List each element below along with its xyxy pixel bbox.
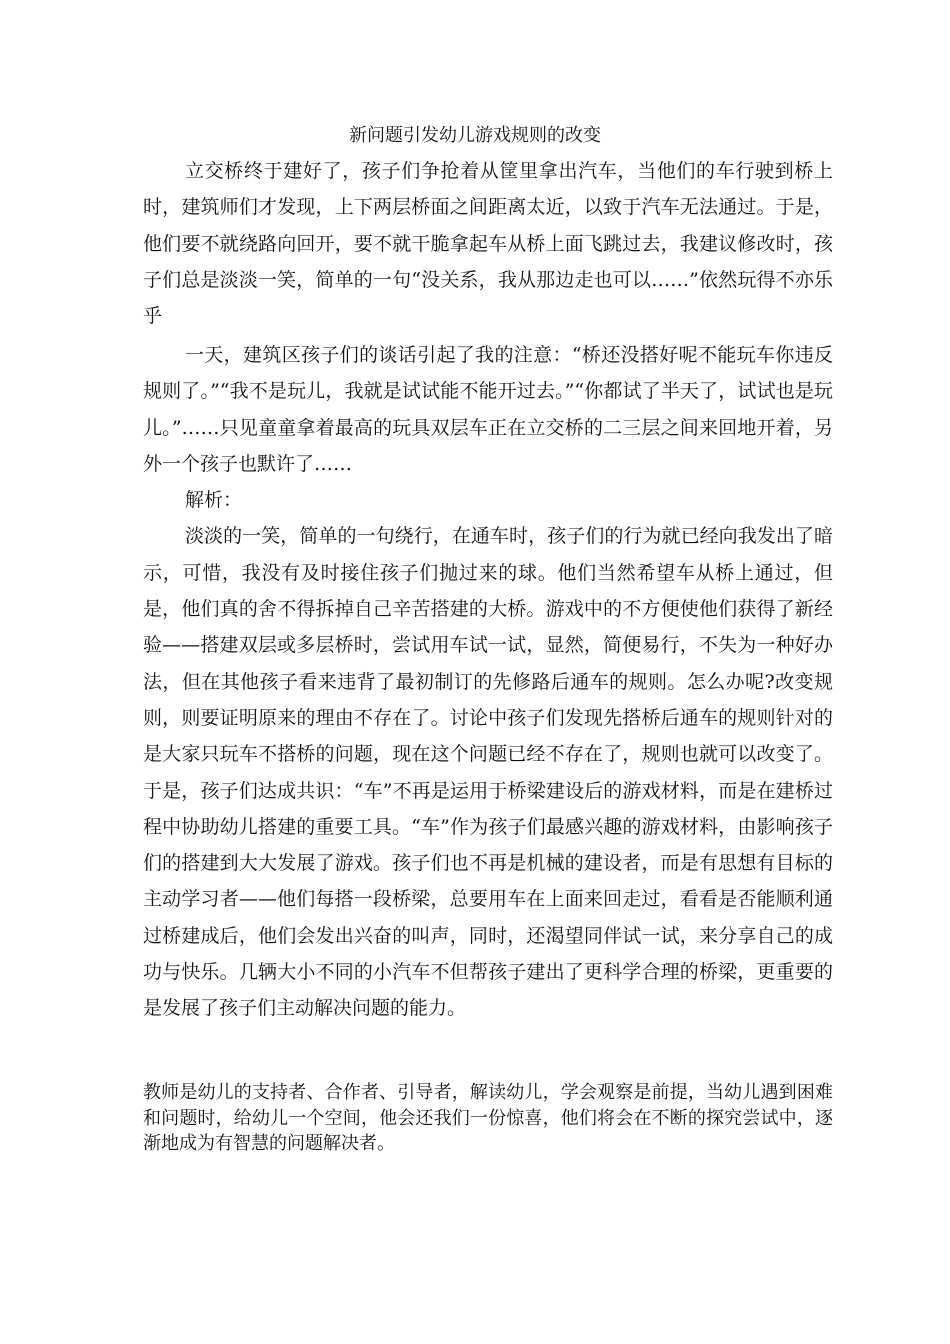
paragraph-block-2	[143, 337, 833, 1027]
paragraph-2: 一天，建筑区孩子们的谈话引起了我的注意：“桥还没搭好呢不能玩车你违反规则了。”“我不是玩儿，我就是试试能不能开过去。”“你都试了半天了，试试也是玩儿。”……只见童童拿着最高的玩具双层车正在立交桥的二三层之间来回地开着，另外一个孩子也默许了……	[143, 344, 833, 475]
conclusion-paragraph: 教师是幼儿的支持者、合作者、引导者，解读幼儿，学会观察是前提，当幼儿遇到困难和问题时，给幼儿一个空间，他会还我们一份惊喜，他们将会在不断的探究尝试中，逐渐地成为有智慧的问题解决者。	[143, 1082, 833, 1154]
paragraph-1: 立交桥终于建好了，孩子们争抢着从筐里拿出汽车，当他们的车行驶到桥上时，建筑师们才发现，上下两层桥面之间距离太近，以致于汽车无法通过。于是，他们要不就绕路向回开，要不就干脆拿起车从桥上面飞跳过去，我建议修改时，孩子们总是淡淡一笑，简单的一句“没关系，我从那边走也可以……”依然玩得不亦乐乎	[143, 160, 833, 328]
analysis-heading: 解析：	[185, 489, 243, 512]
paragraph-block-1	[143, 153, 833, 334]
document-title: 新问题引发幼儿游戏规则的改变	[349, 125, 601, 146]
analysis-paragraph: 淡淡的一笑，简单的一句绕行，在通车时，孩子们的行为就已经向我发出了暗示，可惜，我没有及时接住孩子们抛过来的球。他们当然希望车从桥上通过，但是，他们真的舍不得拆掉自己辛苦搭建的大桥。游戏中的不方便使他们获得了新经验——搭建双层或多层桥时，尝试用车试一试，显然，简便易行，不失为一种好办法，但在其他孩子看来违背了最初制订的先修路后通车的规则。怎么办呢?改变规则，则要证明原来的理由不存在了。讨论中孩子们发现先搭桥后通车的规则针对的是大家只玩车不搭桥的问题，现在这个问题已经不存在了，规则也就可以改变了。于是，孩子们达成共识：“车”不再是运用于桥梁建设后的游戏材料，而是在建桥过程中协助幼儿搭建的重要工具。“车”作为孩子们最感兴趣的游戏材料，由影响孩子们的搭建到大大发展了游戏。孩子们也不再是机械的建设者，而是有思想有目标的主动学习者——他们每搭一段桥梁，总要用车在上面来回走过，看看是否能顺利通过桥建成后，他们会发出兴奋的叫声，同时，还渴望同伴试一试，来分享自己的成功与快乐。几辆大小不同的小汽车不但帮孩子建出了更科学合理的桥梁，更重要的是发展了孩子们主动解决问题的能力。	[143, 525, 833, 1020]
